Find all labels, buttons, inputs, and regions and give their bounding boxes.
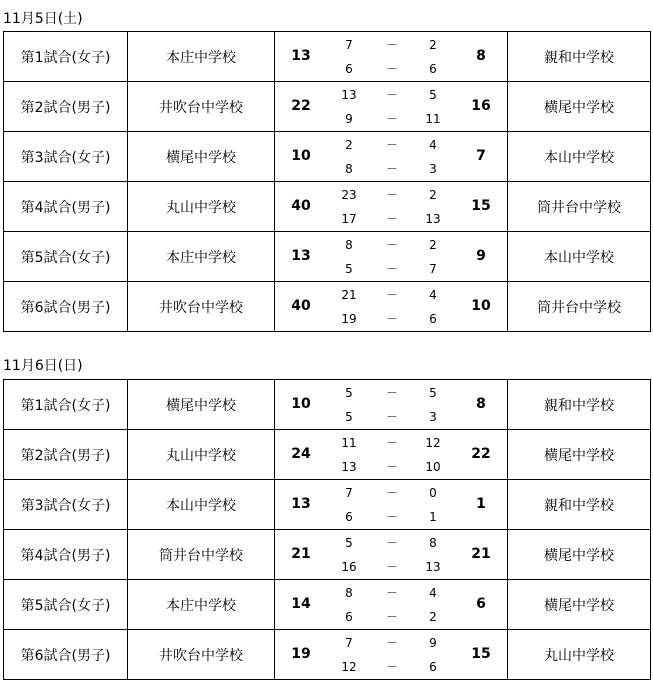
score-breakdown bbox=[275, 282, 507, 331]
score-breakdown bbox=[275, 630, 507, 679]
first-half-home: 23 bbox=[341, 188, 357, 202]
table-row bbox=[3, 231, 651, 281]
table-row bbox=[3, 31, 651, 81]
home-team: 横尾中学校 bbox=[127, 131, 274, 181]
second-half-home: 6 bbox=[345, 610, 353, 624]
score-dash: － bbox=[385, 610, 398, 624]
second-half-home: 13 bbox=[341, 460, 357, 474]
away-team: 本山中学校 bbox=[507, 131, 651, 181]
home-team: 筒井台中学校 bbox=[127, 529, 274, 579]
home-total: 22 bbox=[291, 98, 311, 114]
second-half-home: 19 bbox=[341, 312, 357, 326]
match-label: 第1試合(女子) bbox=[3, 379, 127, 429]
second-half-away: 6 bbox=[429, 660, 437, 674]
first-half-home: 5 bbox=[345, 386, 353, 400]
table-row bbox=[3, 579, 651, 629]
second-half-home: 5 bbox=[345, 262, 353, 276]
match-label: 第6試合(男子) bbox=[3, 629, 127, 680]
score-dash: － bbox=[385, 560, 398, 574]
score-dash: － bbox=[385, 212, 398, 226]
score-dash: － bbox=[385, 62, 398, 76]
score-cell bbox=[274, 629, 507, 680]
table-row bbox=[3, 131, 651, 181]
first-half-home: 13 bbox=[341, 88, 357, 102]
away-team: 親和中学校 bbox=[507, 31, 651, 81]
away-team: 本山中学校 bbox=[507, 231, 651, 281]
score-cell bbox=[274, 529, 507, 579]
score-cell bbox=[274, 379, 507, 429]
first-half-away: 12 bbox=[425, 436, 441, 450]
score-dash: － bbox=[385, 486, 398, 500]
away-total: 15 bbox=[471, 198, 491, 214]
home-team: 井吹台中学校 bbox=[127, 281, 274, 332]
away-team: 横尾中学校 bbox=[507, 579, 651, 629]
second-half-away: 7 bbox=[429, 262, 437, 276]
first-half-away: 5 bbox=[429, 88, 437, 102]
second-half-away: 2 bbox=[429, 610, 437, 624]
score-dash: － bbox=[385, 162, 398, 176]
score-breakdown bbox=[275, 182, 507, 231]
away-team: 横尾中学校 bbox=[507, 529, 651, 579]
first-half-home: 8 bbox=[345, 238, 353, 252]
first-half-away: 4 bbox=[429, 586, 437, 600]
score-breakdown bbox=[275, 232, 507, 281]
results-table-day2 bbox=[3, 379, 651, 679]
second-half-away: 6 bbox=[429, 62, 437, 76]
away-total: 10 bbox=[471, 298, 491, 314]
score-dash: － bbox=[385, 112, 398, 126]
second-half-away: 13 bbox=[425, 212, 441, 226]
first-half-away: 4 bbox=[429, 288, 437, 302]
first-half-home: 21 bbox=[341, 288, 357, 302]
home-team: 横尾中学校 bbox=[127, 379, 274, 429]
match-label: 第4試合(男子) bbox=[3, 181, 127, 231]
home-total: 40 bbox=[291, 198, 311, 214]
first-half-away: 8 bbox=[429, 536, 437, 550]
away-total: 22 bbox=[471, 446, 491, 462]
away-total: 8 bbox=[476, 48, 486, 64]
score-cell bbox=[274, 231, 507, 281]
home-total: 40 bbox=[291, 298, 311, 314]
away-total: 15 bbox=[471, 646, 491, 662]
score-dash: － bbox=[385, 312, 398, 326]
away-team: 筒井台中学校 bbox=[507, 281, 651, 332]
table-row bbox=[3, 529, 651, 579]
score-cell bbox=[274, 31, 507, 81]
score-dash: － bbox=[385, 386, 398, 400]
away-total: 8 bbox=[476, 396, 486, 412]
away-total: 1 bbox=[476, 496, 486, 512]
second-half-away: 13 bbox=[425, 560, 441, 574]
away-team: 丸山中学校 bbox=[507, 629, 651, 680]
score-dash: － bbox=[385, 138, 398, 152]
match-label: 第2試合(男子) bbox=[3, 81, 127, 131]
first-half-away: 2 bbox=[429, 238, 437, 252]
first-half-away: 2 bbox=[429, 188, 437, 202]
away-team: 筒井台中学校 bbox=[507, 181, 651, 231]
first-half-home: 7 bbox=[345, 486, 353, 500]
home-team: 本庄中学校 bbox=[127, 231, 274, 281]
home-total: 13 bbox=[291, 496, 311, 512]
score-cell bbox=[274, 131, 507, 181]
second-half-away: 11 bbox=[425, 112, 441, 126]
home-total: 24 bbox=[291, 446, 311, 462]
score-cell bbox=[274, 479, 507, 529]
table-row bbox=[3, 181, 651, 231]
away-total: 21 bbox=[471, 546, 491, 562]
score-dash: － bbox=[385, 188, 398, 202]
score-breakdown bbox=[275, 132, 507, 181]
home-total: 10 bbox=[291, 148, 311, 164]
home-total: 19 bbox=[291, 646, 311, 662]
away-total: 16 bbox=[471, 98, 491, 114]
score-dash: － bbox=[385, 410, 398, 424]
first-half-home: 7 bbox=[345, 636, 353, 650]
second-half-away: 3 bbox=[429, 162, 437, 176]
first-half-away: 4 bbox=[429, 138, 437, 152]
table-row bbox=[3, 429, 651, 479]
table-row bbox=[3, 629, 651, 679]
second-half-home: 5 bbox=[345, 410, 353, 424]
home-total: 13 bbox=[291, 248, 311, 264]
second-half-home: 6 bbox=[345, 510, 353, 524]
day-title: 11月6日(日) bbox=[3, 358, 83, 374]
score-dash: － bbox=[385, 586, 398, 600]
match-label: 第6試合(男子) bbox=[3, 281, 127, 332]
score-breakdown bbox=[275, 430, 507, 479]
score-dash: － bbox=[385, 288, 398, 302]
match-label: 第4試合(男子) bbox=[3, 529, 127, 579]
second-half-home: 9 bbox=[345, 112, 353, 126]
score-dash: － bbox=[385, 660, 398, 674]
score-dash: － bbox=[385, 436, 398, 450]
second-half-away: 3 bbox=[429, 410, 437, 424]
second-half-away: 1 bbox=[429, 510, 437, 524]
second-half-home: 17 bbox=[341, 212, 357, 226]
score-cell bbox=[274, 579, 507, 629]
score-cell bbox=[274, 429, 507, 479]
first-half-away: 0 bbox=[429, 486, 437, 500]
home-team: 本庄中学校 bbox=[127, 579, 274, 629]
home-team: 井吹台中学校 bbox=[127, 629, 274, 680]
score-cell bbox=[274, 81, 507, 131]
match-label: 第3試合(女子) bbox=[3, 479, 127, 529]
score-dash: － bbox=[385, 238, 398, 252]
second-half-home: 6 bbox=[345, 62, 353, 76]
first-half-home: 11 bbox=[341, 436, 357, 450]
match-label: 第2試合(男子) bbox=[3, 429, 127, 479]
table-row bbox=[3, 281, 651, 331]
score-dash: － bbox=[385, 460, 398, 474]
table-row bbox=[3, 379, 651, 429]
first-half-home: 2 bbox=[345, 138, 353, 152]
away-total: 9 bbox=[476, 248, 486, 264]
first-half-home: 8 bbox=[345, 586, 353, 600]
home-team: 井吹台中学校 bbox=[127, 81, 274, 131]
match-label: 第5試合(女子) bbox=[3, 231, 127, 281]
away-team: 横尾中学校 bbox=[507, 81, 651, 131]
results-table-day1 bbox=[3, 31, 651, 331]
match-label: 第3試合(女子) bbox=[3, 131, 127, 181]
score-breakdown bbox=[275, 530, 507, 579]
away-team: 親和中学校 bbox=[507, 479, 651, 529]
table-row bbox=[3, 81, 651, 131]
away-total: 6 bbox=[476, 596, 486, 612]
second-half-away: 10 bbox=[425, 460, 441, 474]
first-half-home: 7 bbox=[345, 38, 353, 52]
second-half-home: 12 bbox=[341, 660, 357, 674]
home-team: 丸山中学校 bbox=[127, 181, 274, 231]
score-breakdown bbox=[275, 82, 507, 131]
score-dash: － bbox=[385, 536, 398, 550]
first-half-home: 5 bbox=[345, 536, 353, 550]
score-cell bbox=[274, 181, 507, 231]
second-half-home: 8 bbox=[345, 162, 353, 176]
match-label: 第5試合(女子) bbox=[3, 579, 127, 629]
score-breakdown bbox=[275, 380, 507, 429]
score-dash: － bbox=[385, 636, 398, 650]
score-dash: － bbox=[385, 38, 398, 52]
away-team: 横尾中学校 bbox=[507, 429, 651, 479]
table-row bbox=[3, 479, 651, 529]
score-breakdown bbox=[275, 32, 507, 81]
score-breakdown bbox=[275, 580, 507, 629]
away-total: 7 bbox=[476, 148, 486, 164]
first-half-away: 9 bbox=[429, 636, 437, 650]
home-total: 10 bbox=[291, 396, 311, 412]
second-half-home: 16 bbox=[341, 560, 357, 574]
home-total: 14 bbox=[291, 596, 311, 612]
home-team: 丸山中学校 bbox=[127, 429, 274, 479]
score-dash: － bbox=[385, 510, 398, 524]
first-half-away: 2 bbox=[429, 38, 437, 52]
match-label: 第1試合(女子) bbox=[3, 31, 127, 81]
first-half-away: 5 bbox=[429, 386, 437, 400]
home-team: 本庄中学校 bbox=[127, 31, 274, 81]
home-total: 21 bbox=[291, 546, 311, 562]
home-total: 13 bbox=[291, 48, 311, 64]
score-cell bbox=[274, 281, 507, 332]
home-team: 本山中学校 bbox=[127, 479, 274, 529]
score-dash: － bbox=[385, 262, 398, 276]
away-team: 親和中学校 bbox=[507, 379, 651, 429]
score-dash: － bbox=[385, 88, 398, 102]
day-title: 11月5日(土) bbox=[3, 11, 83, 27]
second-half-away: 6 bbox=[429, 312, 437, 326]
score-breakdown bbox=[275, 480, 507, 529]
